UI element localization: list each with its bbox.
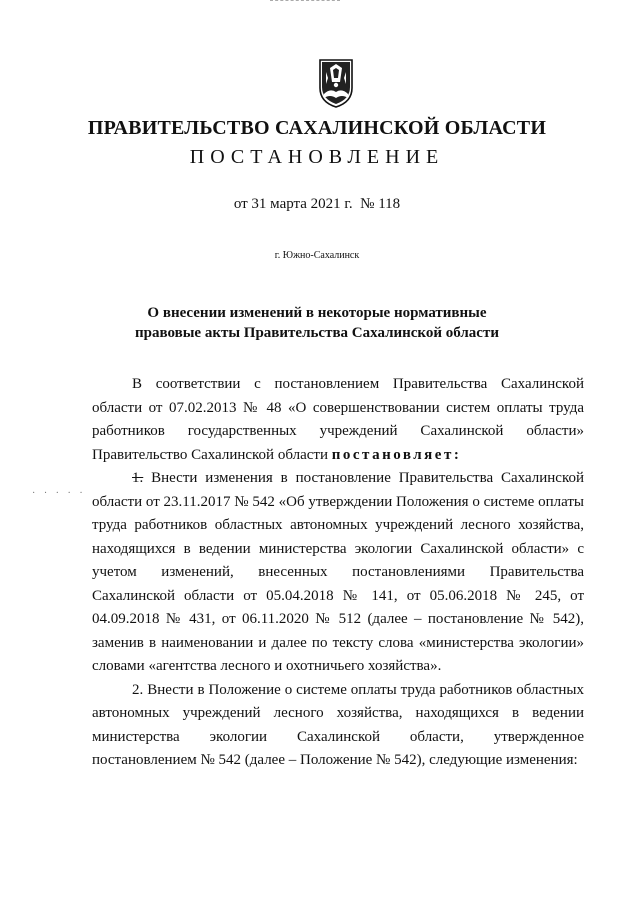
document-title — [0, 303, 634, 343]
preamble-paragraph — [92, 373, 584, 467]
coat-of-arms-emblem — [318, 58, 354, 108]
preamble-emphasis: постановляет: — [331, 446, 462, 463]
item-1-paragraph — [92, 467, 584, 679]
document-title-line-2: правовые акты Правительства Сахалинской области — [135, 325, 499, 341]
date-number-line: от 31 марта 2021 г. № 118 — [233, 196, 401, 212]
item-2-paragraph: 2. Внести в Положение о системе оплаты труда работников областных автономных учреждений лесного хозяйства, находящихся в ведении министерства экологии Сахалинской области, утвержденное постановлением № 542 (далее – Положение № 542), следующие изменения: — [92, 681, 584, 768]
scan-mark — [270, 0, 340, 2]
item-1-text: Внести изменения в постановление Правительства Сахалинской области от 23.11.2017 № 542 «Об утверждении Положения о системе оплаты труда работников областных автономных учреждений лесного хозяйства, находящихся в ведении министерства экологии Сахалинской области» с учетом изменений, внесенных постановлениями Правительства Сахалинской области от 05.04.2018 № 141, от 05.06.2018 № 245, от 04.09.2018 № 431, от 06.11.2020 № 512 (далее – постановление № 542), заменив в наименовании и далее по тексту слова «министерства экологии» словами «агентства лесного и охотничьего хозяйства». — [92, 470, 584, 674]
city: г. Южно-Сахалинск — [274, 250, 360, 261]
preamble-text: В соответствии с постановлением Правительства Сахалинской области от 07.02.2013 № 48 «О совершенствовании систем оплаты труда работников государственных учреждений Сахалинской области» Правительство Сахалинской области — [92, 376, 584, 463]
margin-mark: · · · · · — [32, 488, 86, 499]
government-title: ПРАВИТЕЛЬСТВО САХАЛИНСКОЙ ОБЛАСТИ — [87, 117, 547, 139]
document-body — [92, 373, 584, 773]
document-title-line-1: О внесении изменений в некоторые нормативные — [147, 305, 487, 321]
document-type: ПОСТАНОВЛЕНИЕ — [189, 146, 445, 168]
item-1-number: 1. — [132, 470, 144, 486]
